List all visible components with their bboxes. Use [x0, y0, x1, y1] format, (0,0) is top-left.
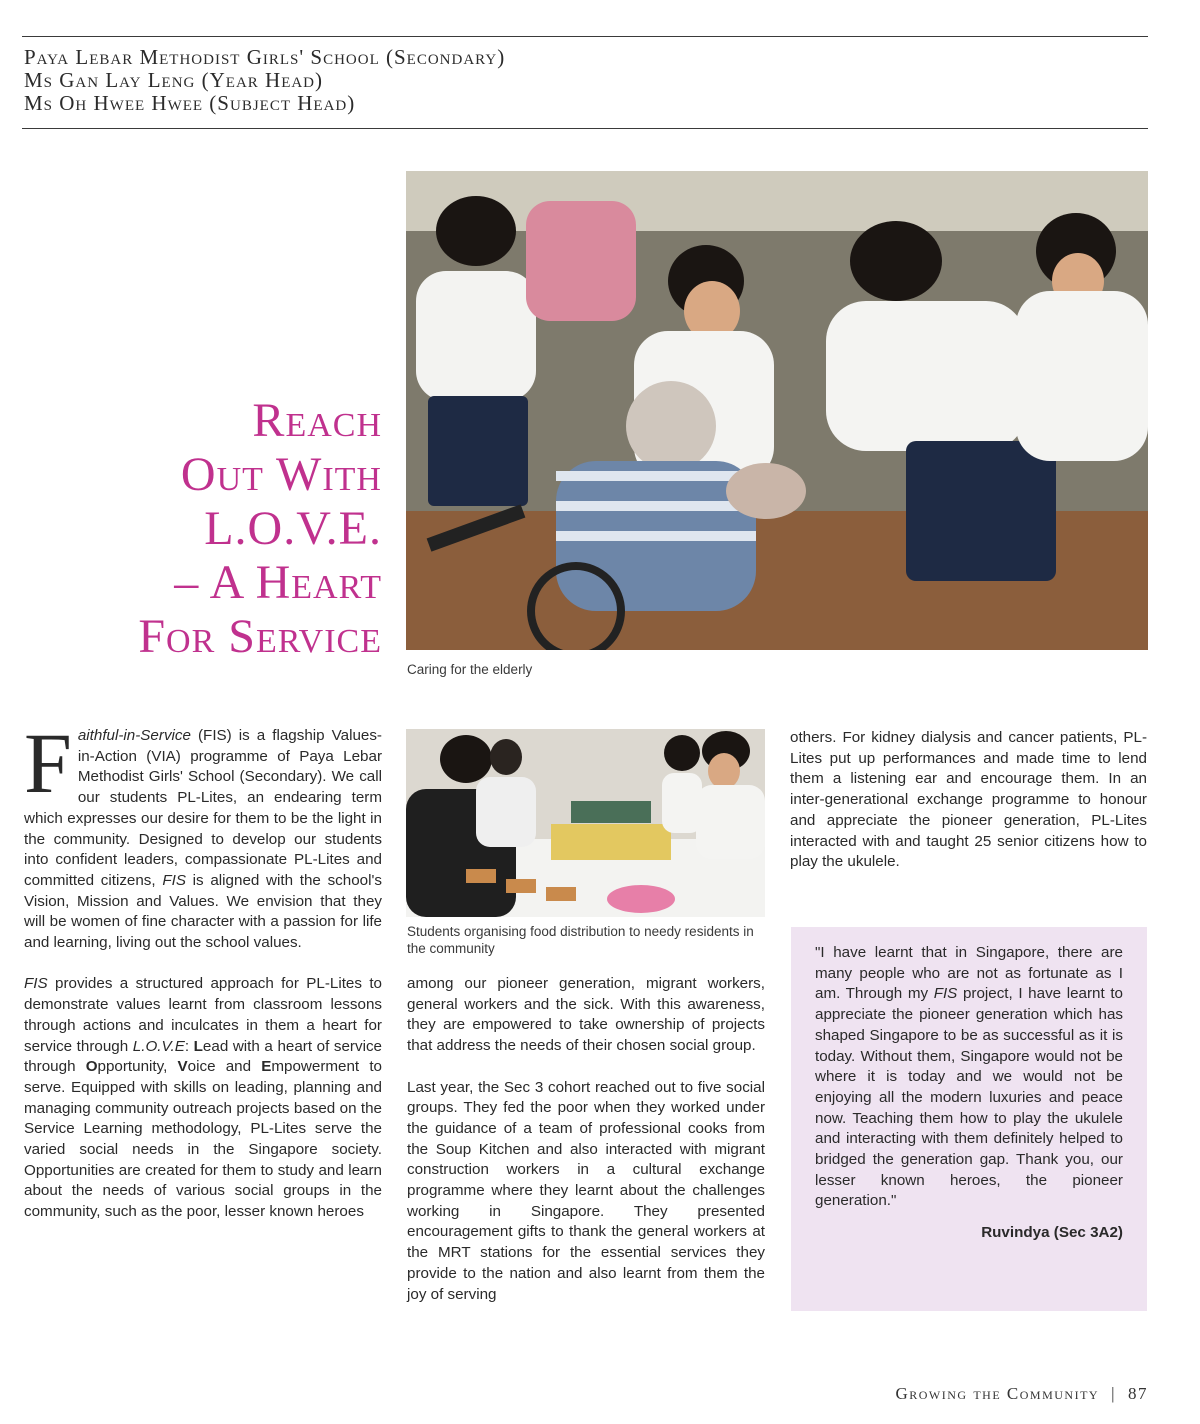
column-1 — [24, 715, 383, 1223]
article-title — [30, 394, 382, 664]
column-2 — [407, 974, 765, 1305]
footer-separator: | — [1111, 1384, 1116, 1403]
col1-paragraph-2 — [24, 974, 382, 1222]
title-line: L.O.V.E. — [204, 502, 382, 555]
page-footer — [895, 1384, 1148, 1404]
photo-illustration — [406, 729, 765, 917]
main-photo-caption: Caring for the elderly — [407, 662, 533, 677]
text-italic: L.O.V.E — [132, 1037, 185, 1055]
text-bold: E — [261, 1058, 272, 1076]
small-photo-caption: Students organising food distribution to needy residents in the community — [407, 924, 754, 956]
text: : — [184, 1037, 194, 1055]
drop-cap: F — [24, 715, 72, 811]
text-italic: FIS — [162, 871, 186, 889]
student-quote-box — [791, 927, 1147, 1311]
school-name: Paya Lebar Methodist Girls' School (Secondary) — [24, 45, 506, 69]
title-line: Reach — [252, 394, 382, 447]
title-line: Out With — [180, 448, 382, 501]
column-3 — [790, 728, 1147, 873]
quote-attribution: Ruvindya (Sec 3A2) — [981, 1224, 1123, 1242]
text-bold: V — [177, 1058, 188, 1076]
text-italic: FIS — [933, 985, 958, 1003]
article-header — [24, 46, 1124, 115]
photo-caring-for-elderly — [406, 171, 1148, 650]
text: provides a structured approach for PL-Lites to demonstrate values learnt from classroom lessons through actions and inculcates in them a heart for service through — [24, 975, 382, 1055]
photo-food-distribution — [406, 729, 765, 917]
text: "I have learnt that in Singapore, there are many people who are not as fortunate as I am. Through my — [815, 944, 1123, 1003]
photo-illustration — [406, 171, 1148, 650]
text: project, I have learnt to appreciate the pioneer generation which has shaped Singapore to be as successful as it is today. Without them, Singapore would not be where it is today and we would not be enjoying all the modern luxuries and peace now. Teaching them how to play the ukulele and interacting with them definitely helped to bridged the generation gap. Thank you, our lesser known heroes, the pioneer generation." — [815, 985, 1123, 1210]
text-italic: aithful-in-Service — [77, 727, 191, 744]
page-number: 87 — [1128, 1384, 1148, 1403]
text: is aligned with the school's Vision, Mission and Values. We envision that they will be women of fine character with a passion for life and learning, living out the school values. — [24, 871, 382, 952]
text: oice and — [187, 1058, 262, 1076]
col2-paragraph-1: among our pioneer generation, migrant workers, general workers and the sick. With this awareness, they are empowered to take ownership of projects that address the needs of their chosen social group. — [407, 975, 765, 1055]
col2-paragraph-2: Last year, the Sec 3 cohort reached out to five social groups. They fed the poor when they worked under the guidance of a team of professional cooks from the Soup Kitchen and also interacted with migrant construction workers in a cultural exchange programme where they learnt about the challenges working in Singapore. They presented encouragement gifts to thank the general workers at the MRT stations for the essential services they provide to the nation and also learnt from them the joy of serving — [407, 1078, 765, 1303]
text: (FIS) is a flagship Values-in-Action (VIA) programme of Paya Lebar Methodist Girls' School (Secondary). We call our students PL-Lites, an endearing term which expresses our desire for them to be the light in the community. Designed to develop our students into confident leaders, compassionate PL-Lites and committed citizens, — [24, 727, 382, 889]
quote-text — [815, 943, 1123, 1212]
text: mpowerment to serve. Equipped with skills on leading, planning and managing community outreach projects based on the Service Learning methodology, PL-Lites serve the varied social needs in the Singapore society. Opportunities are created for them to study and learn about the needs of various social groups in the community, such as the poor, lesser known heroes — [24, 1058, 383, 1221]
text-bold: L — [193, 1037, 203, 1055]
author-year-head: Ms Gan Lay Leng (Year Head) — [24, 68, 324, 92]
col3-paragraph-1: others. For kidney dialysis and cancer patients, PL-Lites put up performances and made time to lend them a listening ear and encourage them. In an inter-generational exchange programme to honour and appreciate the pioneer generation, PL-Lites interacted with and taught 25 senior citizens how to play the ukulele. — [790, 729, 1147, 871]
footer-section: Growing the Community — [895, 1384, 1100, 1403]
text: pportunity, — [97, 1058, 178, 1076]
col1-paragraph-1 — [24, 715, 382, 954]
author-subject-head: Ms Oh Hwee Hwee (Subject Head) — [24, 91, 356, 115]
top-rule — [22, 36, 1148, 37]
title-line: For Service — [138, 610, 382, 663]
title-line: – A Heart — [174, 556, 382, 609]
text: ead with a heart of service through — [24, 1037, 382, 1076]
text-italic: FIS — [24, 975, 48, 993]
text-bold: O — [85, 1058, 98, 1076]
header-bottom-rule — [22, 128, 1148, 129]
